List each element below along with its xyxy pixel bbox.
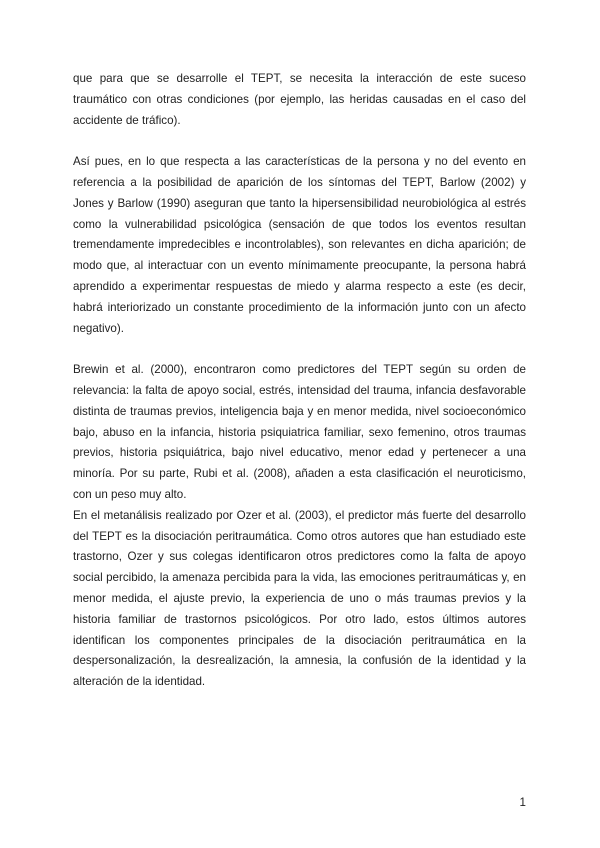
- paragraph-individual-factors: Así pues, en lo que respecta a las características de la persona y no del evento en referencia a la posibilidad de aparición de los síntomas del TEPT, Barlow (2002) y Jones y Barlow (1990) aseguran que tanto la hipersensibilidad neurobiológica al estrés como la vulnerabilidad psicológica (sensación de que todos los eventos resultan tremendamente impredecibles e incontrolables), son relevantes en dicha aparición; de modo que, al interactuar con un evento mínimamente preocupante, la persona habrá aprendido a experimentar respuestas de miedo y alarma respecto a este (es decir, habrá interiorizado un constante procedimiento de la información junto con un afecto negativo).: [73, 155, 526, 335]
- page-number: 1: [519, 796, 526, 809]
- paragraph-ozer-metaanalysis: En el metanálisis realizado por Ozer et al. (2003), el predictor más fuerte del desarrollo del TEPT es la disociación peritraumática. Como otros autores que han estudiado este trastorno, Ozer y sus colegas identificaron otros predictores como la falta de apoyo social percibido, la amenaza percibida para la vida, las emociones peritraumáticas y, en menor medida, el ajuste previo, la experiencia de uno o más traumas previos y la historia familiar de trastornos psicológicos. Por otro lado, estos últimos autores identifican los componentes principales de la disociación peritraumática en la despersonalización, la desrealización, la amnesia, la confusión de la identidad y la alteración de la identidad.: [73, 508, 526, 689]
- paragraph-continuation: que para que se desarrolle el TEPT, se necesita la interacción de este suceso traumático con otras condiciones (por ejemplo, las heridas causadas en el caso del accidente de tráfico).: [73, 72, 526, 127]
- paragraph-brewin-predictors: Brewin et al. (2000), encontraron como predictores del TEPT según su orden de relevancia: la falta de apoyo social, estrés, intensidad del trauma, infancia desfavorable distinta de traumas previos, inteligencia baja y en menor medida, nivel socioeconómico bajo, abuso en la infancia, historia psiquiatrica familiar, sexo femenino, otros traumas previos, historia psiquiátrica, bajo nivel educativo, menor edad y pertenecer a una minoría. Por su parte, Rubi et al. (2008), añaden a esta clasificación el neuroticismo, con un peso muy alto.: [73, 363, 526, 501]
- document-body: [73, 69, 526, 693]
